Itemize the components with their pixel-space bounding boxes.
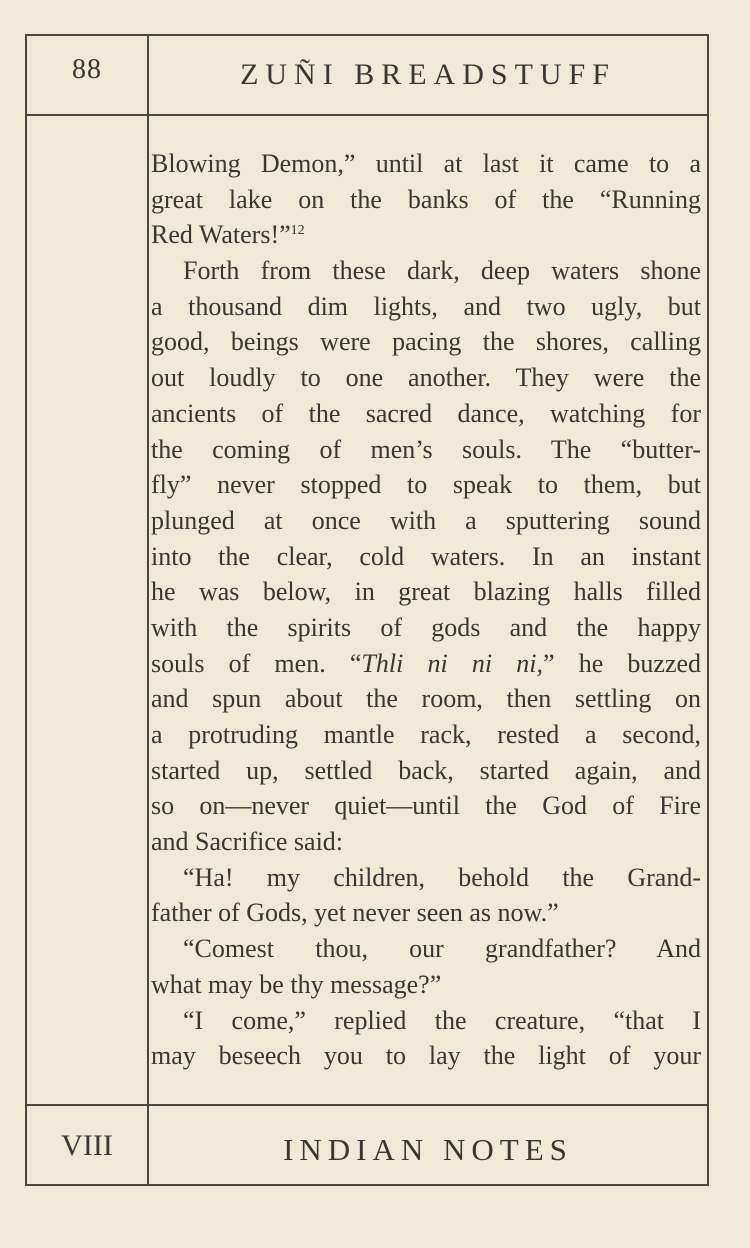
text-line: he was below, in great blazing halls filled [151, 577, 701, 607]
text-line: and Sacrifice said: [151, 827, 344, 857]
text-line: with the spirits of gods and the happy [151, 612, 701, 642]
header-rule [27, 114, 707, 116]
text-segment: he buzzed [578, 648, 702, 678]
text-line: father of Gods, yet never seen as now.” [151, 898, 559, 928]
text-line: into the clear, cold waters. In an instant [151, 541, 701, 571]
text-line [151, 646, 701, 682]
text-line: “Comest thou, our grandfather? And [183, 934, 701, 964]
text-line: the coming of men’s souls. The “butter- [151, 434, 701, 464]
text-line: fly” never stopped to speak to them, but [151, 470, 701, 500]
text-line: may beseech you to lay the light of your [151, 1041, 701, 1071]
text-line: good, beings were pacing the shores, calling [151, 327, 701, 357]
text-line: “I come,” replied the creature, “that I [183, 1005, 701, 1035]
text-line: Blowing Demon,” until at last it came to a [151, 149, 701, 178]
text-line: and spun about the room, then settling on [151, 684, 701, 714]
text-line: “Ha! my children, behold the Grand- [183, 862, 701, 892]
series-title: INDIAN NOTES [283, 1132, 573, 1167]
text-line: great lake on the banks of the “Running [151, 184, 701, 214]
footer-rule [27, 1104, 707, 1106]
text-segment: “Thli ni ni ni,” [349, 648, 555, 678]
running-title: ZUÑI BREADSTUFF [240, 58, 616, 91]
text-segment: Red Waters!” [151, 220, 291, 250]
page-number: 88 [72, 54, 102, 85]
text-line: started up, settled back, started again, and [151, 755, 701, 785]
body-text [151, 146, 701, 1074]
text-line: plunged at once with a sputtering sound [151, 505, 701, 535]
footnote-reference: 12 [290, 223, 305, 239]
text-line: so on—never quiet—until the God of Fire [151, 791, 701, 821]
margin-column-rule [147, 36, 149, 1184]
text-line: a protruding mantle rack, rested a second, [151, 720, 701, 749]
zuni-phrase: Thli ni ni ni, [361, 648, 543, 678]
page-frame [25, 34, 709, 1186]
text-line: out loudly to one another. They were the [151, 363, 701, 393]
section-number: VIII [61, 1129, 113, 1162]
text-line: Forth from these dark, deep waters shone [183, 256, 701, 286]
text-line: ancients of the sacred dance, watching for [151, 398, 701, 428]
text-line [151, 217, 701, 253]
text-segment: souls of men. [151, 648, 326, 678]
text-line: what may be thy message?” [151, 969, 442, 999]
text-line: a thousand dim lights, and two ugly, but [151, 291, 701, 321]
